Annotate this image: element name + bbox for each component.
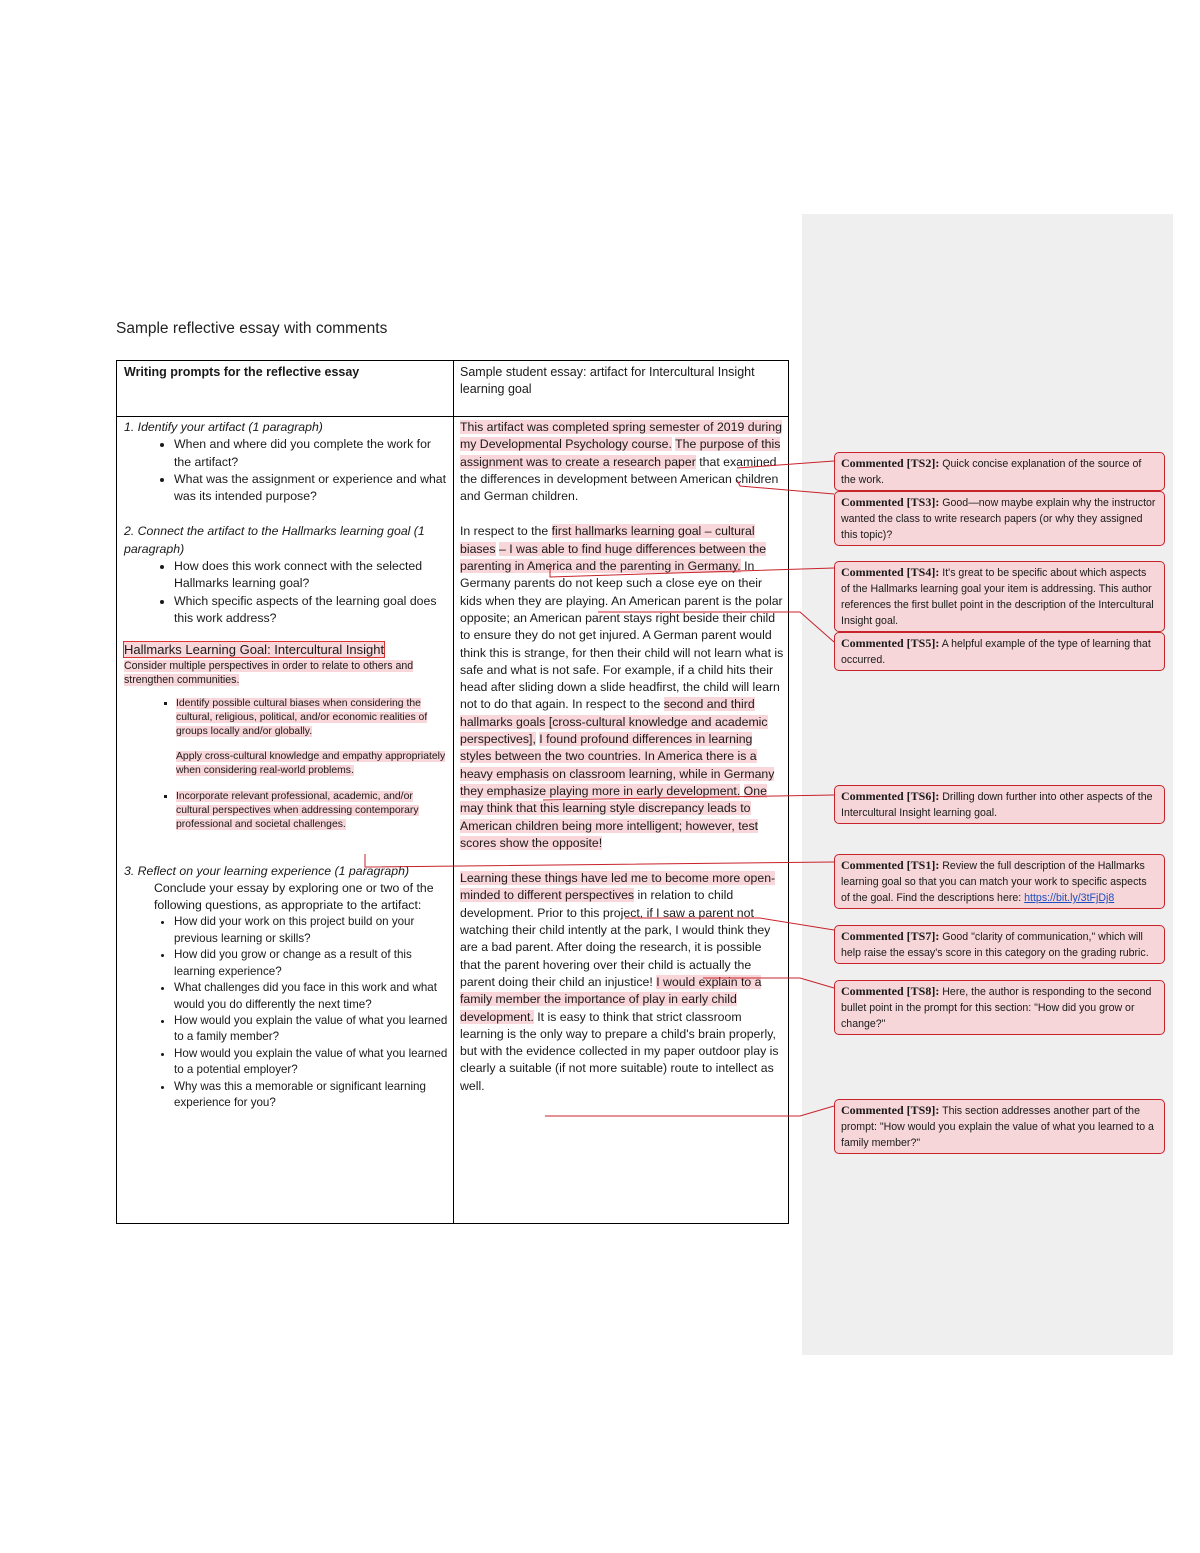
- prompt-3-list: [124, 914, 448, 1111]
- highlight-ts4b[interactable]: – I was able to find huge differences between the parenting in America and the parenting in Germany.: [460, 541, 767, 574]
- column-divider: [453, 361, 454, 1223]
- comment-ts5[interactable]: Commented [TS5]: A helpful example of the type of learning that occurred.: [834, 632, 1165, 671]
- comment-ts3[interactable]: Commented [TS3]: Good—now maybe explain why the instructor wanted the class to write research papers (or why they assigned this topic)?: [834, 491, 1165, 546]
- prompts-column: [124, 419, 448, 1111]
- list-item: • How did you grow or change as a result of this learning experience?: [174, 947, 448, 980]
- highlight-ts7[interactable]: One may think that this learning style discrepancy leads to American children being more intelligent; however, test scores show the opposite!: [460, 783, 767, 850]
- list-item: • Why was this a memorable or significant learning experience for you?: [174, 1079, 448, 1112]
- prompt-2-title: 2. Connect the artifact to the Hallmarks learning goal (1 paragraph): [124, 524, 425, 556]
- essay-column: [460, 419, 785, 1095]
- hallmarks-title: Hallmarks Learning Goal: Intercultural Insight: [124, 642, 385, 658]
- comment-ts7[interactable]: Commented [TS7]: Good "clarity of communication," which will help raise the essay's score in this category on the grading rubric.: [834, 925, 1165, 964]
- hallmarks-description: Consider multiple perspectives in order to relate to others and strengthen communities.: [124, 659, 414, 686]
- prompt-3-title: 3. Reflect on your learning experience (1 paragraph): [124, 863, 410, 878]
- prompt-2-list: [124, 558, 448, 627]
- essay-table: [116, 360, 789, 1224]
- essay-paragraph-1: This artifact was completed spring semester of 2019 during my Developmental Psychology course. The purpose of this assignment was to create a research paper that examined the differences in development between American children and German children.: [460, 420, 782, 504]
- highlight-ts8[interactable]: Learning these things have led me to become more open-minded to different perspectives: [460, 871, 776, 903]
- document-title: Sample reflective essay with comments: [116, 320, 388, 337]
- highlight-ts2[interactable]: This artifact was completed spring semester of 2019 during my Developmental Psychology course.: [460, 420, 782, 452]
- list-item: • What challenges did you face in this work and what would you do differently the next time?: [174, 980, 448, 1013]
- list-item: • How would you explain the value of what you learned to a family member?: [174, 1013, 448, 1046]
- hallmarks-points-2: [124, 790, 448, 833]
- header-essay: Sample student essay: artifact for Intercultural Insight learning goal: [460, 365, 755, 396]
- list-item: • How does this work connect with the selected Hallmarks learning goal?: [174, 558, 448, 593]
- comment-ts2[interactable]: Commented [TS2]: Quick concise explanation of the source of the work.: [834, 452, 1165, 491]
- highlight-ts3[interactable]: The purpose of this assignment was to create a research paper: [460, 437, 781, 469]
- list-item: • Which specific aspects of the learning goal does this work address?: [174, 593, 448, 628]
- list-item: ▪ Incorporate relevant professional, academic, and/or cultural perspectives when addressing contemporary professional and societal challenges.: [176, 790, 448, 833]
- prompt-3-intro: Conclude your essay by exploring one or two of the following questions, as appropriate to the artifact:: [154, 880, 434, 913]
- prompt-1-list: [124, 436, 448, 505]
- list-item: • When and where did you complete the work for the artifact?: [174, 436, 448, 471]
- comment-ts6[interactable]: Commented [TS6]: Drilling down further into other aspects of the Intercultural Insight learning goal.: [834, 785, 1165, 824]
- comment-ts8[interactable]: Commented [TS8]: Here, the author is responding to the second bullet point in the prompt for this section: "How did you grow or change?": [834, 980, 1165, 1035]
- hallmarks-point-2: Apply cross-cultural knowledge and empathy appropriately when considering real-world problems.: [176, 750, 446, 776]
- highlight-ts9[interactable]: I would explain to a family member the importance of play in early child development.: [460, 974, 762, 1024]
- list-item: • How did your work on this project build on your previous learning or skills?: [174, 914, 448, 947]
- comment-ts4[interactable]: Commented [TS4]: It's great to be specific about which aspects of the Hallmarks learning goal your item is addressing. This author references the first bullet point in the description of the Intercultural Insight goal.: [834, 561, 1165, 632]
- essay-paragraph-3: Learning these things have led me to become more open-minded to different perspectives in relation to child development. Prior to this project, if I saw a parent not watching their child intently at the park, I would think they are a bad parent. After doing the research, it is possible that the parent hovering over their child is actually the parent doing their child an injustice! I would explain to a family member the importance of play in early child development. It is easy to think that strict classroom learning is the only way to prepare a child's brain properly, but with the evidence collected in my paper outdoor play is clearly a suitable (if not more suitable) route to intellect as well.: [460, 871, 779, 1093]
- list-item: ▪ Identify possible cultural biases when considering the cultural, religious, political, and/or economic realities of groups locally and/or globally.: [176, 697, 448, 740]
- row-divider: [117, 416, 788, 417]
- highlight-ts5[interactable]: I found profound differences in learning styles between the two countries. In America there is a heavy emphasis on classroom learning, while in Germany they emphasize playing more in early development.: [460, 732, 775, 798]
- comment-ts9[interactable]: Commented [TS9]: This section addresses another part of the prompt: "How would you explain the value of what you learned to a family member?": [834, 1099, 1165, 1154]
- highlight-ts6[interactable]: second and third hallmarks goals [cross-cultural knowledge and academic perspectives],: [460, 697, 768, 747]
- hallmarks-points: [124, 697, 448, 740]
- essay-paragraph-2: In respect to the first hallmarks learning goal – cultural biases – I was able to find huge differences between the parenting in America and the parenting in Germany. In Germany parents do not keep such a close eye on their kids when they are playing. An American parent is the polar opposite; an American parent stays right beside their child to ensure they do not get injured. A German parent would think this is strange, for then their child will not learn what is safe and what is not safe. For example, if a child hits their head after sliding down a slide headfirst, the child will learn not to do that again. In respect to the second and third hallmarks goals [cross-cultural knowledge and academic perspectives], I found profound differences in learning styles between the two countries. In America there is a heavy emphasis on classroom learning, while in Germany they emphasize playing more in early development. One may think that this learning style discrepancy leads to American children being more intelligent; however, test scores show the opposite!: [460, 524, 784, 850]
- header-prompts: Writing prompts for the reflective essay: [124, 365, 360, 379]
- comment-ts1[interactable]: Commented [TS1]: Review the full description of the Hallmarks learning goal so that you can match your work to specific aspects of the goal. Find the descriptions here: https://bit.ly/3tFjDj8: [834, 854, 1165, 909]
- highlight-ts4[interactable]: first hallmarks learning goal – cultural biases: [460, 524, 755, 556]
- list-item: • How would you explain the value of what you learned to a potential employer?: [174, 1046, 448, 1079]
- hallmarks-link[interactable]: https://bit.ly/3tFjDj8: [1024, 892, 1115, 904]
- prompt-1-title: 1. Identify your artifact (1 paragraph): [124, 420, 323, 434]
- list-item: • What was the assignment or experience and what was its intended purpose?: [174, 471, 448, 506]
